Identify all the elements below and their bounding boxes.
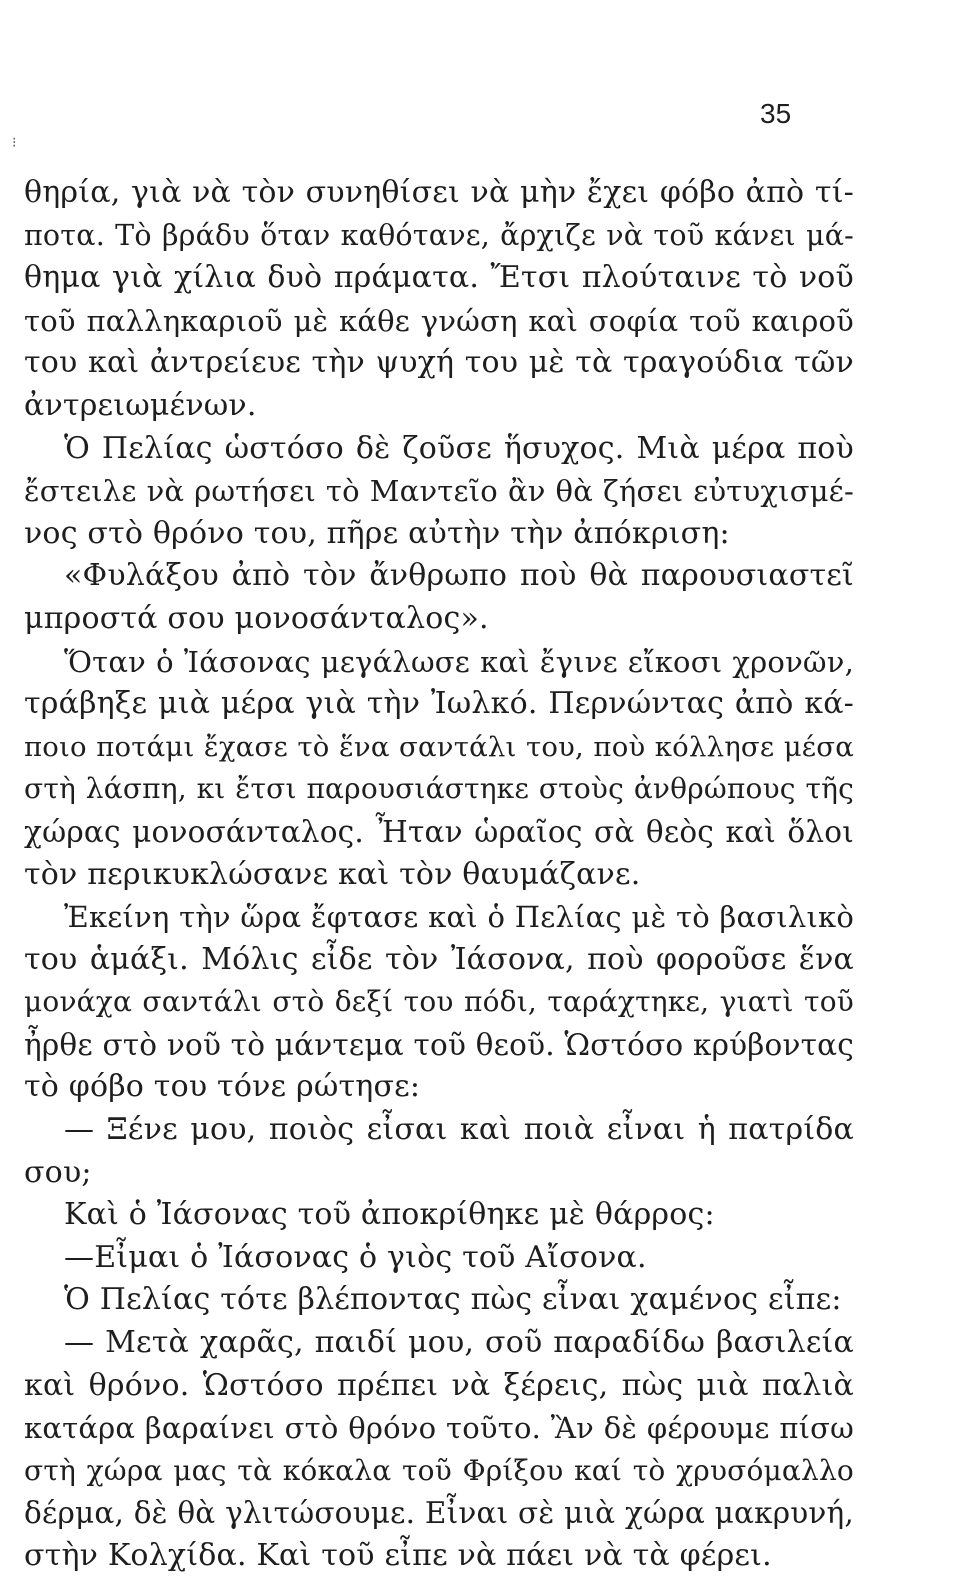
text-line: Ὅταν ὁ Ἰάσονας μεγάλωσε καὶ ἔγινε εἴκοσι χρονῶν, (64, 644, 854, 679)
text-line: θημα γιὰ χίλια δυὸ πράματα. Ἔτσι πλούταινε τὸ νοῦ (24, 260, 854, 296)
margin-mark: ⁝ (12, 135, 17, 151)
text-line: ἔστειλε νὰ ρωτήσει τὸ Μαντεῖο ἂν θὰ ζήσει εὐτυχισμέ- (24, 474, 854, 509)
text-line: «Φυλάξου ἀπὸ τὸν ἄνθρωπο ποὺ θὰ παρουσιαστεῖ (64, 558, 854, 594)
text-line: ἦρθε στὸ νοῦ τὸ μάντεμα τοῦ θεοῦ. Ὡστόσο κρύβοντας (24, 1027, 854, 1062)
text-line: Καὶ ὁ Ἰάσονας τοῦ ἀποκρίθηκε μὲ θάρρος: (64, 1197, 715, 1233)
text-line: τράβηξε μιὰ μέρα γιὰ τὴν Ἰωλκό. Περνώντας ἀπὸ κά- (24, 686, 854, 722)
text-line: του καὶ ἀντρείευε τὴν ψυχή του μὲ τὰ τραγούδια τῶν (24, 345, 854, 381)
text-line: ποτα. Τὸ βράδυ ὅταν καθότανε, ἄρχιζε νὰ τοῦ κάνει μά- (24, 218, 854, 252)
text-line: στὴ χώρα μας τὰ κόκαλα τοῦ Φρίξου καί τὸ χρυσόμαλλο (24, 1453, 854, 1487)
text-line: στὴν Κολχίδα. Καὶ τοῦ εἶπε νὰ πάει νὰ τὰ φέρει. (24, 1538, 772, 1573)
text-line: χώρας μονοσάνταλος. Ἦταν ὡραῖος σὰ θεὸς καὶ ὅλοι (24, 814, 854, 849)
text-line: του ἁμάξι. Μόλις εἶδε τὸν Ἰάσονα, ποὺ φοροῦσε ἕνα (24, 941, 854, 977)
text-line: μπροστά σου μονοσάνταλος». (24, 600, 489, 636)
text-line: δέρμα, δὲ θὰ γλιτώσουμε. Εἶναι σὲ μιὰ χώρα μακρυνή, (24, 1496, 854, 1531)
text-line: θηρία, γιὰ νὰ τὸν συνηθίσει νὰ μὴν ἔχει φόβο ἀπὸ τί- (24, 175, 854, 210)
text-line: τὸν περικυκλώσανε καὶ τὸν θαυμάζανε. (24, 856, 641, 892)
text-line: Ἐκείνη τὴν ὥρα ἔφτασε καὶ ὁ Πελίας μὲ τὸ βασιλικὸ (64, 900, 854, 935)
text-line: Ὁ Πελίας ὡστόσο δὲ ζοῦσε ἥσυχος. Μιὰ μέρα ποὺ (64, 430, 854, 466)
text-line: ἀντρειωμένων. (24, 387, 257, 423)
text-line: — Μετὰ χαρᾶς, παιδί μου, σοῦ παραδίδω βασιλεία (64, 1325, 854, 1361)
page-number: 35 (760, 98, 792, 129)
text-line: νος στὸ θρόνο του, πῆρε αὐτὴν τὴν ἀπόκριση: (24, 515, 730, 551)
text-line: — Ξένε μου, ποιὸς εἶσαι καὶ ποιὰ εἶναι ἡ πατρίδα (64, 1112, 854, 1148)
text-line: ποιο ποτάμι ἔχασε τὸ ἕνα σαντάλι του, ποὺ κόλλησε μέσα (24, 730, 854, 763)
text-line: καὶ θρόνο. Ὡστόσο πρέπει νὰ ξέρεις, πὼς μιὰ παλιὰ (24, 1367, 854, 1403)
text-line: κατάρα βαραίνει στὸ θρόνο τοῦτο. Ἂν δὲ φέρουμε πίσω (24, 1411, 854, 1446)
body-text (24, 172, 854, 1578)
text-line: τοῦ παλληκαριοῦ μὲ κάθε γνώση καὶ σοφία τοῦ καιροῦ (24, 303, 854, 338)
text-line: μονάχα σαντάλι στὸ δεξί του πόδι, ταράχτηκε, γιατὶ τοῦ (24, 985, 854, 1019)
text-line: σου; (24, 1154, 92, 1190)
text-line: τὸ φόβο του τόνε ρώτησε: (24, 1069, 421, 1105)
text-line: στὴ λάσπη, κι ἔτσι παρουσιάστηκε στοὺς ἀνθρώπους τῆς (24, 772, 854, 806)
text-line: —Εἶμαι ὁ Ἰάσονας ὁ γιὸς τοῦ Αἴσονα. (64, 1239, 647, 1275)
text-line: Ὁ Πελίας τότε βλέποντας πὼς εἶναι χαμένος εἶπε: (64, 1282, 842, 1318)
